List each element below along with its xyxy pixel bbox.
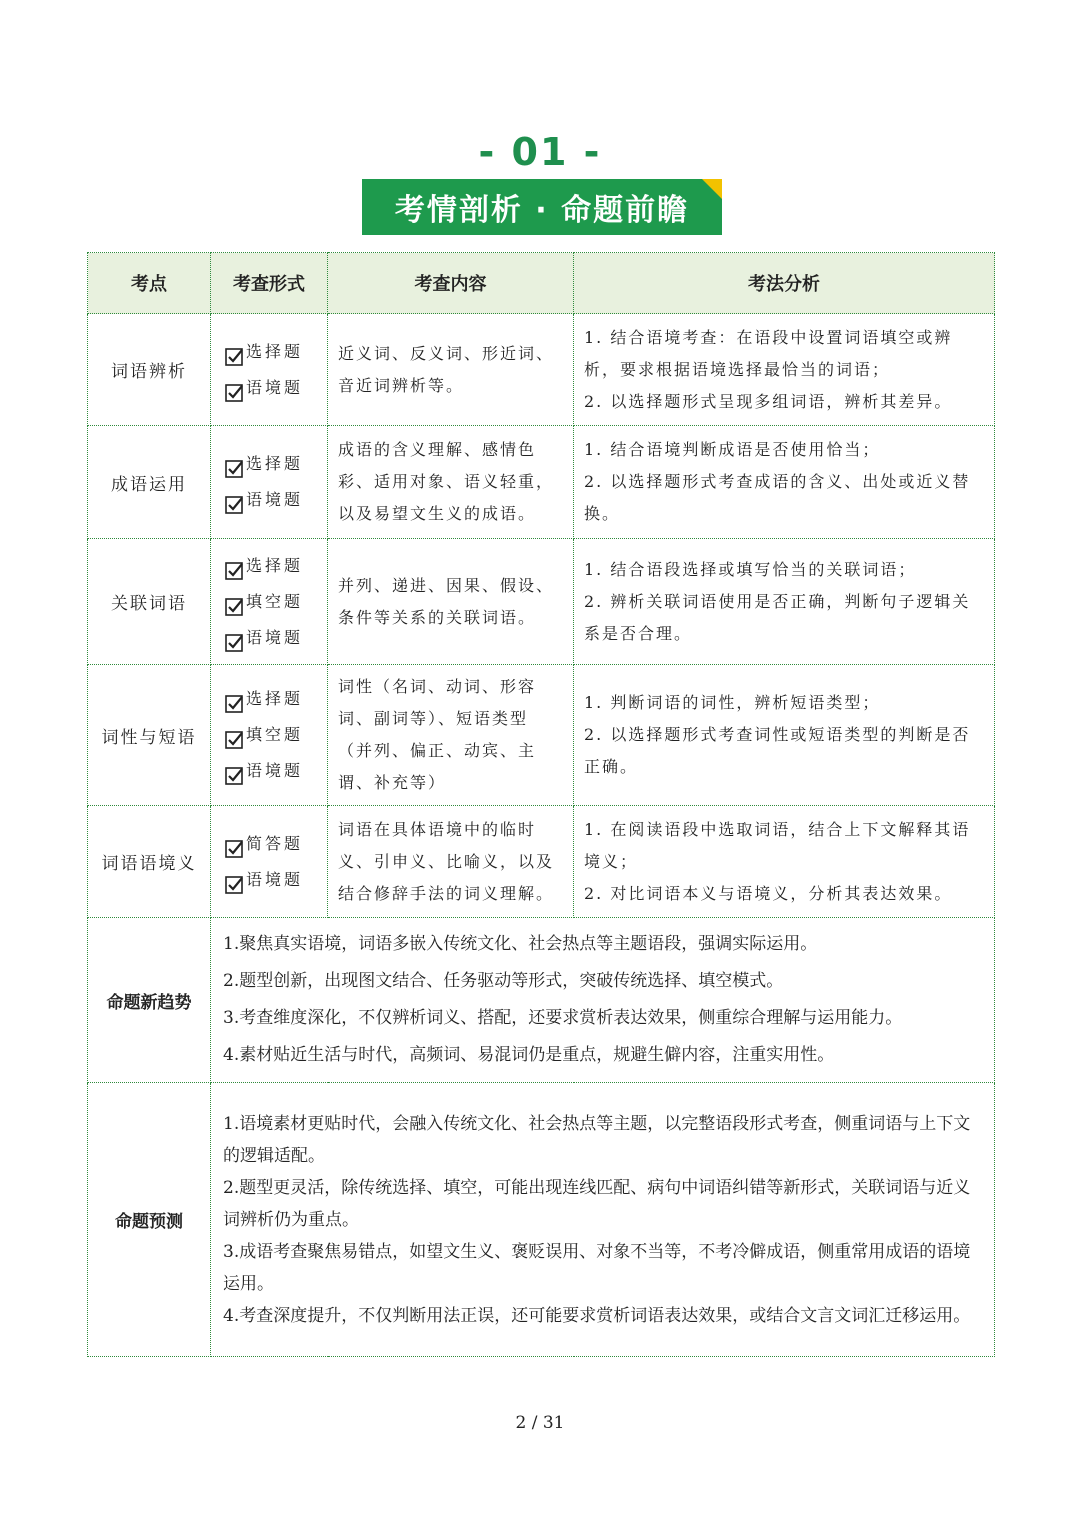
banner-corner-decoration [702, 179, 722, 199]
forecast-row [88, 1083, 995, 1357]
exam-point: 关联词语 [88, 539, 211, 665]
section-banner [362, 179, 722, 235]
trend-item: 3.考查维度深化，不仅辨析词义、搭配，还要求赏析表达效果，侧重综合理解与运用能力。 [223, 1008, 903, 1028]
forecast-item: 4.考查深度提升，不仅判断用法正误，还可能要求赏析词语表达效果，或结合文言文词汇迁移运用。 [223, 1305, 971, 1326]
trend-label: 命题新趋势 [88, 918, 211, 1083]
checkbox-checked-icon [225, 835, 243, 853]
column-header-content: 考查内容 [328, 253, 574, 314]
trend-item: 4.素材贴近生活与时代，高频词、易混词仍是重点，规避生僻内容，注重实用性。 [223, 1045, 835, 1065]
table-header-row [88, 253, 995, 314]
form-label: 语境题 [246, 627, 304, 647]
form-item [225, 862, 326, 898]
form-label: 选择题 [246, 689, 304, 708]
section-number: - 01 - [478, 130, 602, 174]
form-label: 选择题 [246, 454, 304, 473]
analysis-item: 1. 结合语境考查：在语段中设置词语填空或辨析，要求根据语境选择最恰当的词语； [584, 327, 953, 379]
exam-point: 词语辨析 [88, 314, 211, 426]
forecast-list [211, 1083, 995, 1357]
exam-forms [211, 665, 328, 806]
analysis-item: 1. 在阅读语段中选取词语，结合上下文解释其语境义； [584, 819, 971, 871]
exam-analysis [574, 539, 995, 665]
trend-list [211, 918, 995, 1083]
analysis-item: 2. 以选择题形式考查词性或短语类型的判断是否正确。 [584, 725, 971, 776]
table-row [88, 665, 995, 806]
form-item [225, 826, 326, 862]
exam-point: 成语运用 [88, 426, 211, 539]
checkbox-checked-icon [225, 629, 243, 647]
forecast-item: 1.语境素材更贴时代，会融入传统文化、社会热点等主题，以完整语段形式考查，侧重词语与上下文的逻辑适配。 [223, 1113, 971, 1166]
checkbox-checked-icon [225, 690, 243, 708]
table-row [88, 539, 995, 665]
trend-item: 2.题型创新，出现图文结合、任务驱动等形式，突破传统选择、填空模式。 [223, 971, 784, 991]
checkbox-checked-icon [225, 491, 243, 509]
form-label: 填空题 [246, 725, 304, 744]
analysis-item: 2. 以选择题形式考查成语的含义、出处或近义替换。 [584, 472, 971, 523]
checkbox-checked-icon [225, 557, 243, 575]
exam-analysis-table [87, 252, 995, 1357]
form-item [225, 681, 326, 717]
exam-forms [211, 426, 328, 539]
analysis-item: 2. 辨析关联词语使用是否正确，判断句子逻辑关系是否合理。 [584, 591, 971, 643]
form-label: 选择题 [246, 555, 304, 575]
checkbox-checked-icon [225, 455, 243, 473]
banner-title: 考情剖析 · 命题前瞻 [394, 193, 690, 228]
exam-content: 词语在具体语境中的临时义、引申义、比喻义，以及结合修辞手法的词义理解。 [328, 806, 574, 918]
exam-forms [211, 806, 328, 918]
forecast-label: 命题预测 [88, 1083, 211, 1357]
checkbox-checked-icon [225, 726, 243, 744]
column-header-form: 考查形式 [211, 253, 328, 314]
form-label: 语境题 [246, 869, 304, 889]
exam-analysis [574, 665, 995, 806]
exam-analysis [574, 806, 995, 918]
analysis-item: 2. 对比词语本义与语境义，分析其表达效果。 [584, 883, 953, 903]
exam-content: 词性（名词、动词、形容词、副词等）、短语类型（并列、偏正、动宾、主谓、补充等） [328, 665, 574, 806]
table-row [88, 314, 995, 426]
form-label: 选择题 [246, 341, 304, 361]
checkbox-checked-icon [225, 593, 243, 611]
form-label: 填空题 [246, 591, 304, 611]
trend-row [88, 918, 995, 1083]
analysis-item: 1. 判断词语的词性，辨析短语类型； [584, 693, 881, 712]
exam-analysis [574, 314, 995, 426]
analysis-item: 1. 结合语境判断成语是否使用恰当； [584, 440, 881, 459]
form-label: 语境题 [246, 490, 304, 509]
form-item [225, 482, 326, 518]
form-item [225, 548, 326, 584]
exam-point: 词语语境义 [88, 806, 211, 918]
forecast-item: 3.成语考查聚焦易错点，如望文生义、褒贬误用、对象不当等，不考冷僻成语，侧重常用成语的语境运用。 [223, 1241, 971, 1294]
exam-point: 词性与短语 [88, 665, 211, 806]
form-label: 简答题 [246, 833, 304, 853]
table-row [88, 426, 995, 539]
analysis-item: 1. 结合语段选择或填写恰当的关联词语； [584, 559, 917, 579]
exam-forms [211, 539, 328, 665]
checkbox-checked-icon [225, 343, 243, 361]
table-row [88, 806, 995, 918]
form-item [225, 334, 326, 370]
form-label: 语境题 [246, 377, 304, 397]
checkbox-checked-icon [225, 379, 243, 397]
exam-content: 近义词、反义词、形近词、音近词辨析等。 [328, 314, 574, 426]
form-item [225, 717, 326, 753]
form-item [225, 620, 326, 656]
checkbox-checked-icon [225, 871, 243, 889]
forecast-item: 2.题型更灵活，除传统选择、填空，可能出现连线匹配、病句中词语纠错等新形式，关联词语与近义词辨析仍为重点。 [223, 1177, 971, 1230]
analysis-item: 2. 以选择题形式呈现多组词语，辨析其差异。 [584, 391, 953, 411]
trend-item: 1.聚焦真实语境，词语多嵌入传统文化、社会热点等主题语段，强调实际运用。 [223, 934, 818, 954]
exam-content: 成语的含义理解、感情色彩、适用对象、语义轻重，以及易望文生义的成语。 [328, 426, 574, 539]
form-item [225, 370, 326, 406]
exam-forms [211, 314, 328, 426]
column-header-analysis: 考法分析 [574, 253, 995, 314]
checkbox-checked-icon [225, 762, 243, 780]
form-item [225, 584, 326, 620]
form-item [225, 753, 326, 789]
form-label: 语境题 [246, 761, 304, 780]
page-number: 2 / 31 [515, 1413, 565, 1433]
exam-analysis [574, 426, 995, 539]
column-header-point: 考点 [88, 253, 211, 314]
form-item [225, 446, 326, 482]
exam-content: 并列、递进、因果、假设、条件等关系的关联词语。 [328, 539, 574, 665]
